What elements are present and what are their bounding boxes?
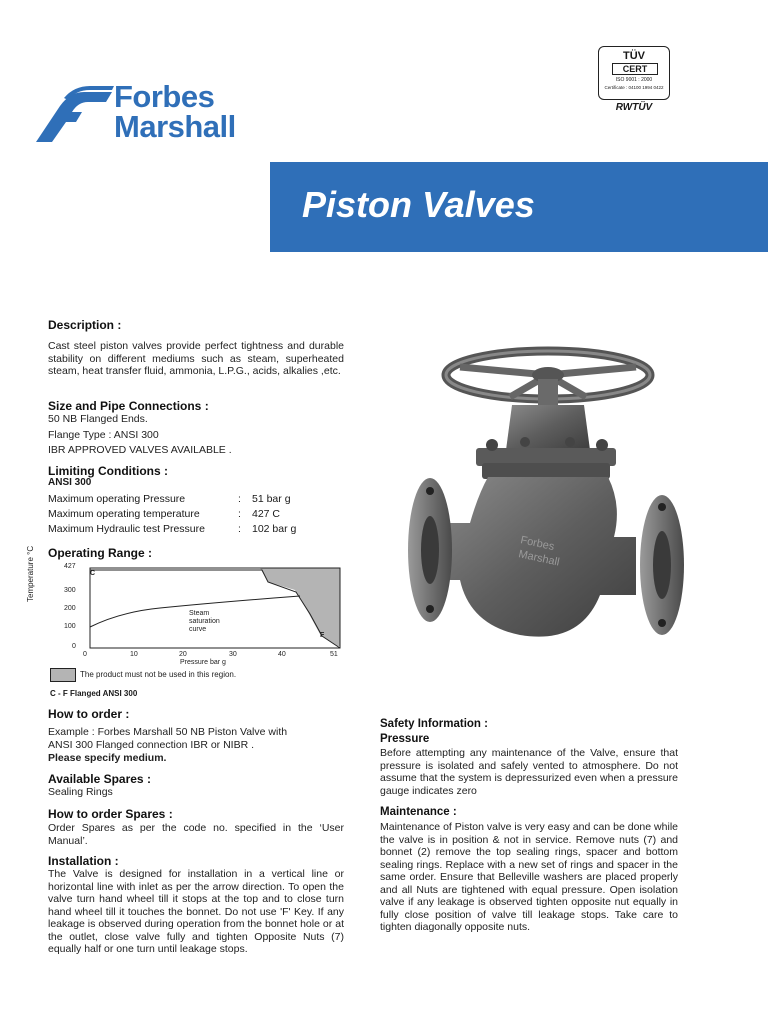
chart-caption: C - F Flanged ANSI 300	[50, 689, 138, 698]
cast-text-line-2: Marshall	[517, 548, 561, 569]
limit-value: 102 bar g	[252, 523, 297, 535]
certification-badge	[598, 46, 670, 118]
valve-illustration	[400, 345, 690, 675]
logo-mark-icon	[34, 86, 114, 142]
y-axis-label: Temperature °C	[26, 545, 35, 602]
y-tick: 100	[64, 623, 76, 630]
size-line-2: Flange Type : ANSI 300	[48, 429, 159, 441]
size-line-3: IBR APPROVED VALVES AVAILABLE .	[48, 444, 232, 456]
title-banner	[270, 162, 768, 252]
spares-text: Sealing Rings	[48, 786, 113, 798]
size-line-1: 50 NB Flanged Ends.	[48, 413, 148, 425]
limits-heading: Limiting Conditions :	[48, 464, 168, 478]
x-tick: 51	[330, 651, 338, 658]
x-tick: 20	[179, 651, 187, 658]
y-tick: 0	[72, 643, 76, 650]
rwtuv-text: RWTÜV	[615, 102, 653, 113]
safety-subheading: Pressure	[380, 733, 430, 745]
limit-row: Maximum operating temperature : 427 C	[48, 508, 281, 520]
installation-text: The Valve is designed for installation in a vertical line or horizontal line with inlet as per the arrow direction. To open the valve turn hand wheel till it stops at the top and to close turn hand wheel till it touches the bonnet. Do not use 'F' Key. If any leakage is observed during operation from the bonnet hole or at the outlet, close valve fully and tighten Opposite Nuts (7) equally half or one turn until leakage stops.	[48, 868, 344, 955]
description-heading: Description :	[48, 318, 122, 332]
limit-row: Maximum Hydraulic test Pressure : 102 bar g	[48, 523, 297, 535]
order-spares-heading: How to order Spares :	[48, 807, 173, 821]
legend-text: The product must not be used in this region.	[80, 670, 237, 679]
order-spares-text: Order Spares as per the code no. specified in the ‘User Manual’.	[48, 822, 344, 847]
company-logo	[34, 79, 254, 144]
maintenance-text: Maintenance of Piston valve is very easy and can be done while the valve is in position & not in service. Remove nuts (7) and bonnet (2) remove the top sealing rings, spacer and bottom sealing rings. Replace with a new set of rings and spacer in the same order. Ensure that Belleville washers are placed properly and all Nuts are tightened with equal pressure. Open isolation valve if any leakage is observed tighten opposite nut equally in fully close position of valve till leakage stops. Take care to tighten diagonally opposite nuts.	[380, 821, 678, 933]
order-line-3: Please specify medium.	[48, 752, 167, 764]
limit-row: Maximum operating Pressure : 51 bar g	[48, 493, 291, 505]
x-tick: 10	[130, 651, 138, 658]
operating-range-heading: Operating Range :	[48, 546, 153, 560]
cast-text-line-1: Forbes	[519, 534, 556, 554]
logo-line-1: Forbes	[114, 79, 215, 114]
logo-line-2: Marshall	[114, 109, 236, 144]
limits-table	[48, 492, 348, 537]
tuv-text: TÜV	[623, 50, 645, 62]
point-f-label: F	[320, 632, 325, 639]
spares-heading: Available Spares :	[48, 772, 151, 786]
y-tick: 427	[64, 563, 76, 570]
y-tick: 200	[64, 605, 76, 612]
x-tick: 0	[83, 651, 87, 658]
page-title: Piston Valves	[302, 184, 535, 225]
maintenance-heading: Maintenance :	[380, 806, 457, 818]
x-axis-label: Pressure bar g	[180, 659, 226, 666]
limits-subheading: ANSI 300	[48, 477, 92, 488]
order-line-2: ANSI 300 Flanged connection IBR or NIBR .	[48, 739, 255, 751]
piston-valve-image	[400, 345, 690, 675]
order-line-1: Example : Forbes Marshall 50 NB Piston Valve with	[48, 726, 288, 738]
limit-value: 51 bar g	[252, 493, 291, 505]
size-heading: Size and Pipe Connections :	[48, 399, 209, 413]
y-tick: 300	[64, 587, 76, 594]
safety-heading: Safety Information :	[380, 718, 488, 730]
installation-heading: Installation :	[48, 854, 119, 868]
iso-text: ISO 9001 : 2000	[615, 77, 653, 83]
limit-value: 427 C	[252, 508, 281, 520]
x-tick: 30	[229, 651, 237, 658]
certificate-number: Certificate : 04100 1994 0422	[604, 85, 664, 90]
limit-label: Maximum operating Pressure	[48, 493, 186, 505]
legend-swatch	[50, 668, 76, 682]
point-c-label: C	[90, 570, 96, 577]
safety-text: Before attempting any maintenance of the Valve, ensure that pressure is isolated and safely vented to atmosphere. Do not assume that the system is depressurized even when a pressure gauge indicates zero	[380, 747, 678, 797]
how-to-order-heading: How to order :	[48, 707, 130, 721]
description-text: Cast steel piston valves provide perfect tightness and durable stability on different mediums such as steam, superheated steam, heat transfer fluid, ammonia, L.P.G., acids, alkalies ,etc.	[48, 340, 344, 377]
x-tick: 40	[278, 651, 286, 658]
cert-text: CERT	[612, 63, 658, 75]
limit-label: Maximum operating temperature	[48, 508, 200, 520]
limit-label: Maximum Hydraulic test Pressure	[48, 523, 205, 535]
steam-curve-label: Steam saturation curve	[189, 610, 220, 633]
